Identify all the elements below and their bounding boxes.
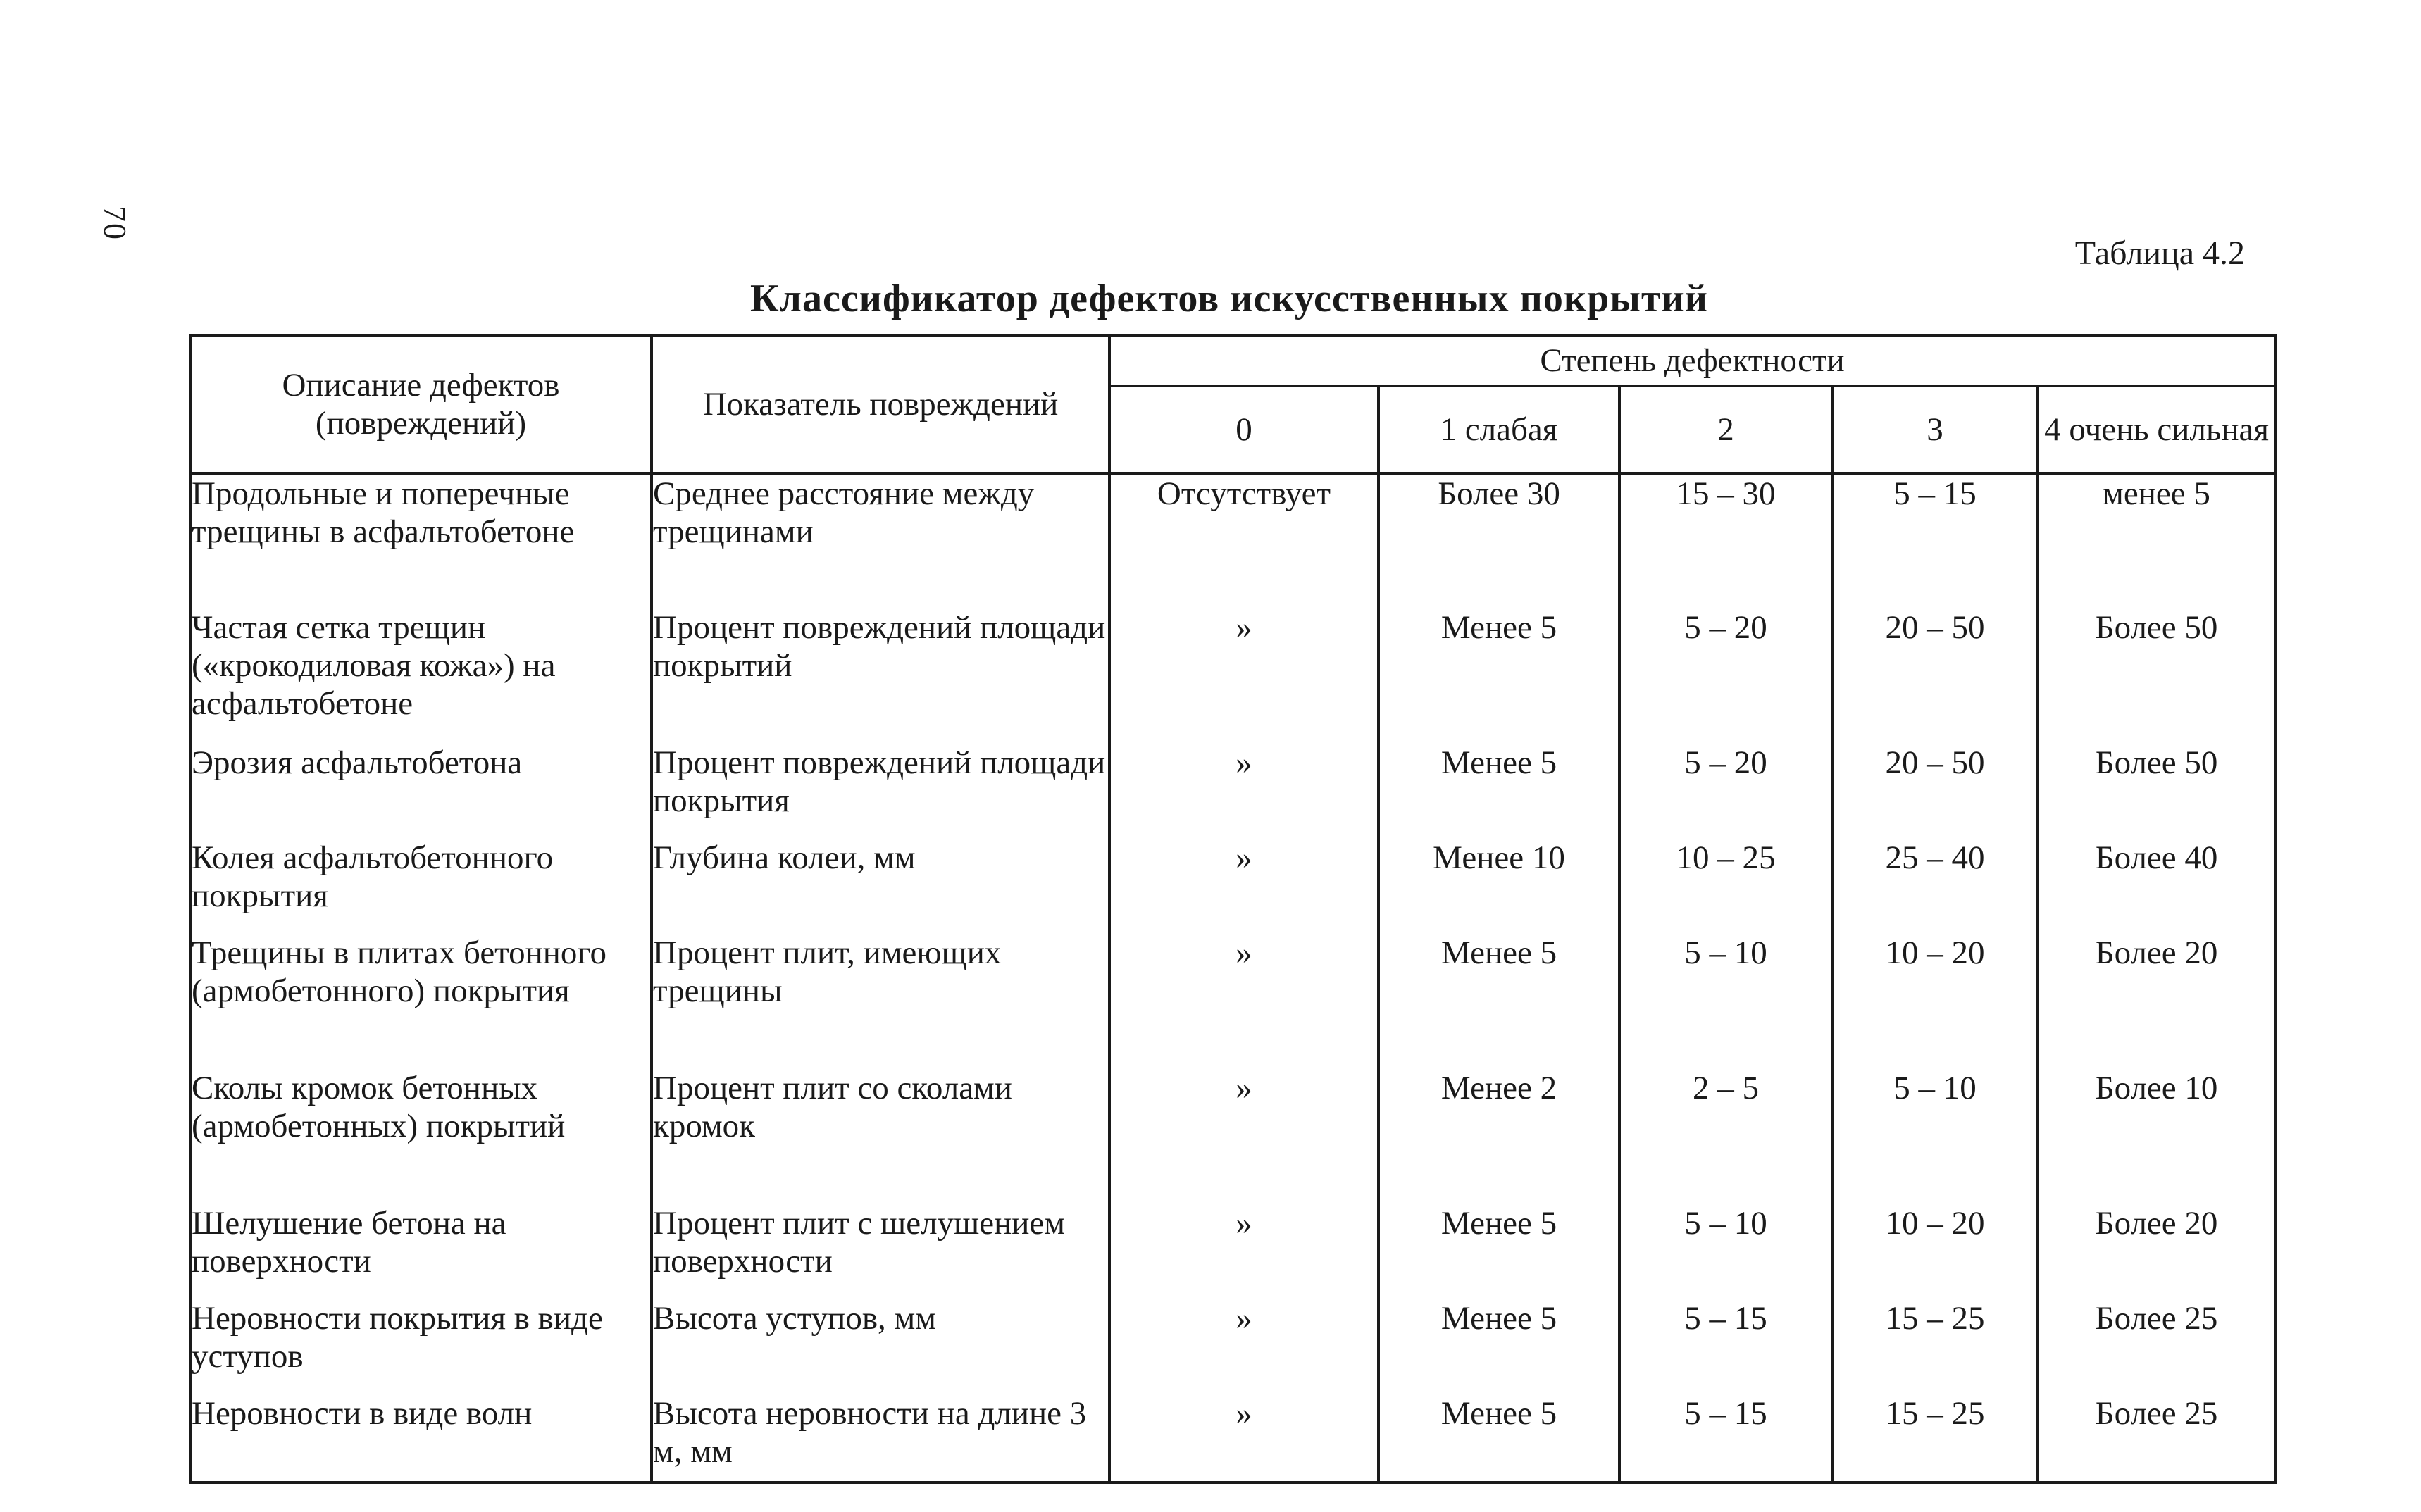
- defect-description: Частая сетка трещин («крокодиловая кожа») на асфальтобетоне: [190, 608, 652, 744]
- degree-4-value: Более 50: [2038, 608, 2275, 744]
- degree-1-value: Менее 5: [1378, 1299, 1619, 1394]
- damage-indicator: Глубина колеи, мм: [652, 839, 1109, 934]
- degree-2-value: 5 – 10: [1619, 934, 1832, 1069]
- degree-1-value: Более 30: [1378, 473, 1619, 608]
- degree-0-value: Отсутствует: [1109, 473, 1378, 608]
- table-row: [190, 744, 2275, 839]
- degree-0-value: »: [1109, 1204, 1378, 1299]
- table-row: [190, 1204, 2275, 1299]
- defect-description: Неровности покрытия в виде уступов: [190, 1299, 652, 1394]
- table-row: [190, 608, 2275, 744]
- degree-1-value: Менее 5: [1378, 1204, 1619, 1299]
- degree-3-value: 5 – 15: [1832, 473, 2038, 608]
- degree-2-value: 2 – 5: [1619, 1069, 1832, 1204]
- damage-indicator: Среднее расстояние между трещинами: [652, 473, 1109, 608]
- degree-0-value: »: [1109, 1394, 1378, 1482]
- table-row: [190, 473, 2275, 608]
- header-indicator: Показатель повреждений: [652, 335, 1109, 473]
- header-degree-2: 2: [1619, 386, 1832, 473]
- degree-0-value: »: [1109, 839, 1378, 934]
- degree-3-value: 20 – 50: [1832, 744, 2038, 839]
- defects-table: [189, 334, 2277, 1484]
- degree-4-value: Более 20: [2038, 934, 2275, 1069]
- defect-description: Шелушение бетона на поверхности: [190, 1204, 652, 1299]
- damage-indicator: Высота уступов, мм: [652, 1299, 1109, 1394]
- degree-0-value: »: [1109, 744, 1378, 839]
- degree-3-value: 10 – 20: [1832, 1204, 2038, 1299]
- defect-description: Сколы кромок бетонных (армобетонных) покрытий: [190, 1069, 652, 1204]
- defect-description: Трещины в плитах бетонного (армобетонного) покрытия: [190, 934, 652, 1069]
- header-degree-4: 4 очень сильная: [2038, 386, 2275, 473]
- damage-indicator: Высота неровности на длине 3 м, мм: [652, 1394, 1109, 1482]
- table-row: [190, 1299, 2275, 1394]
- degree-3-value: 25 – 40: [1832, 839, 2038, 934]
- degree-3-value: 15 – 25: [1832, 1299, 2038, 1394]
- header-degree-group: Степень дефектности: [1109, 335, 2275, 386]
- defect-description: Колея асфальтобетонного покрытия: [190, 839, 652, 934]
- degree-4-value: Более 25: [2038, 1299, 2275, 1394]
- degree-2-value: 10 – 25: [1619, 839, 1832, 934]
- header-description: Описание дефектов (повреждений): [190, 335, 652, 473]
- degree-2-value: 15 – 30: [1619, 473, 1832, 608]
- degree-1-value: Менее 5: [1378, 934, 1619, 1069]
- degree-4-value: Более 20: [2038, 1204, 2275, 1299]
- degree-0-value: »: [1109, 1069, 1378, 1204]
- degree-1-value: Менее 2: [1378, 1069, 1619, 1204]
- degree-4-value: Более 25: [2038, 1394, 2275, 1482]
- header-degree-0: 0: [1109, 386, 1378, 473]
- degree-4-value: менее 5: [2038, 473, 2275, 608]
- header-degree-3: 3: [1832, 386, 2038, 473]
- degree-2-value: 5 – 15: [1619, 1299, 1832, 1394]
- degree-2-value: 5 – 20: [1619, 608, 1832, 744]
- degree-1-value: Менее 5: [1378, 1394, 1619, 1482]
- page-number: 70: [97, 206, 133, 241]
- table-row: [190, 1394, 2275, 1482]
- damage-indicator: Процент повреждений площади покрытия: [652, 744, 1109, 839]
- table-row: [190, 839, 2275, 934]
- defect-description: Продольные и поперечные трещины в асфальтобетоне: [190, 473, 652, 608]
- degree-3-value: 15 – 25: [1832, 1394, 2038, 1482]
- degree-4-value: Более 10: [2038, 1069, 2275, 1204]
- header-degree-1: 1 слабая: [1378, 386, 1619, 473]
- table-row: [190, 934, 2275, 1069]
- damage-indicator: Процент плит со сколами кромок: [652, 1069, 1109, 1204]
- degree-0-value: »: [1109, 1299, 1378, 1394]
- table-title: Классификатор дефектов искусственных покрытий: [749, 277, 1709, 320]
- degree-3-value: 10 – 20: [1832, 934, 2038, 1069]
- degree-3-value: 20 – 50: [1832, 608, 2038, 744]
- degree-0-value: »: [1109, 608, 1378, 744]
- degree-2-value: 5 – 10: [1619, 1204, 1832, 1299]
- degree-4-value: Более 40: [2038, 839, 2275, 934]
- table-row: [190, 1069, 2275, 1204]
- degree-0-value: »: [1109, 934, 1378, 1069]
- degree-1-value: Менее 5: [1378, 608, 1619, 744]
- degree-2-value: 5 – 20: [1619, 744, 1832, 839]
- defect-description: Неровности в виде волн: [190, 1394, 652, 1482]
- header-row-1: [190, 335, 2275, 386]
- table-label: Таблица 4.2: [2074, 235, 2245, 272]
- degree-1-value: Менее 5: [1378, 744, 1619, 839]
- degree-2-value: 5 – 15: [1619, 1394, 1832, 1482]
- degree-1-value: Менее 10: [1378, 839, 1619, 934]
- damage-indicator: Процент плит с шелушением поверхности: [652, 1204, 1109, 1299]
- defect-description: Эрозия асфальтобетона: [190, 744, 652, 839]
- degree-4-value: Более 50: [2038, 744, 2275, 839]
- damage-indicator: Процент плит, имеющих трещины: [652, 934, 1109, 1069]
- degree-3-value: 5 – 10: [1832, 1069, 2038, 1204]
- damage-indicator: Процент повреждений площади покрытий: [652, 608, 1109, 744]
